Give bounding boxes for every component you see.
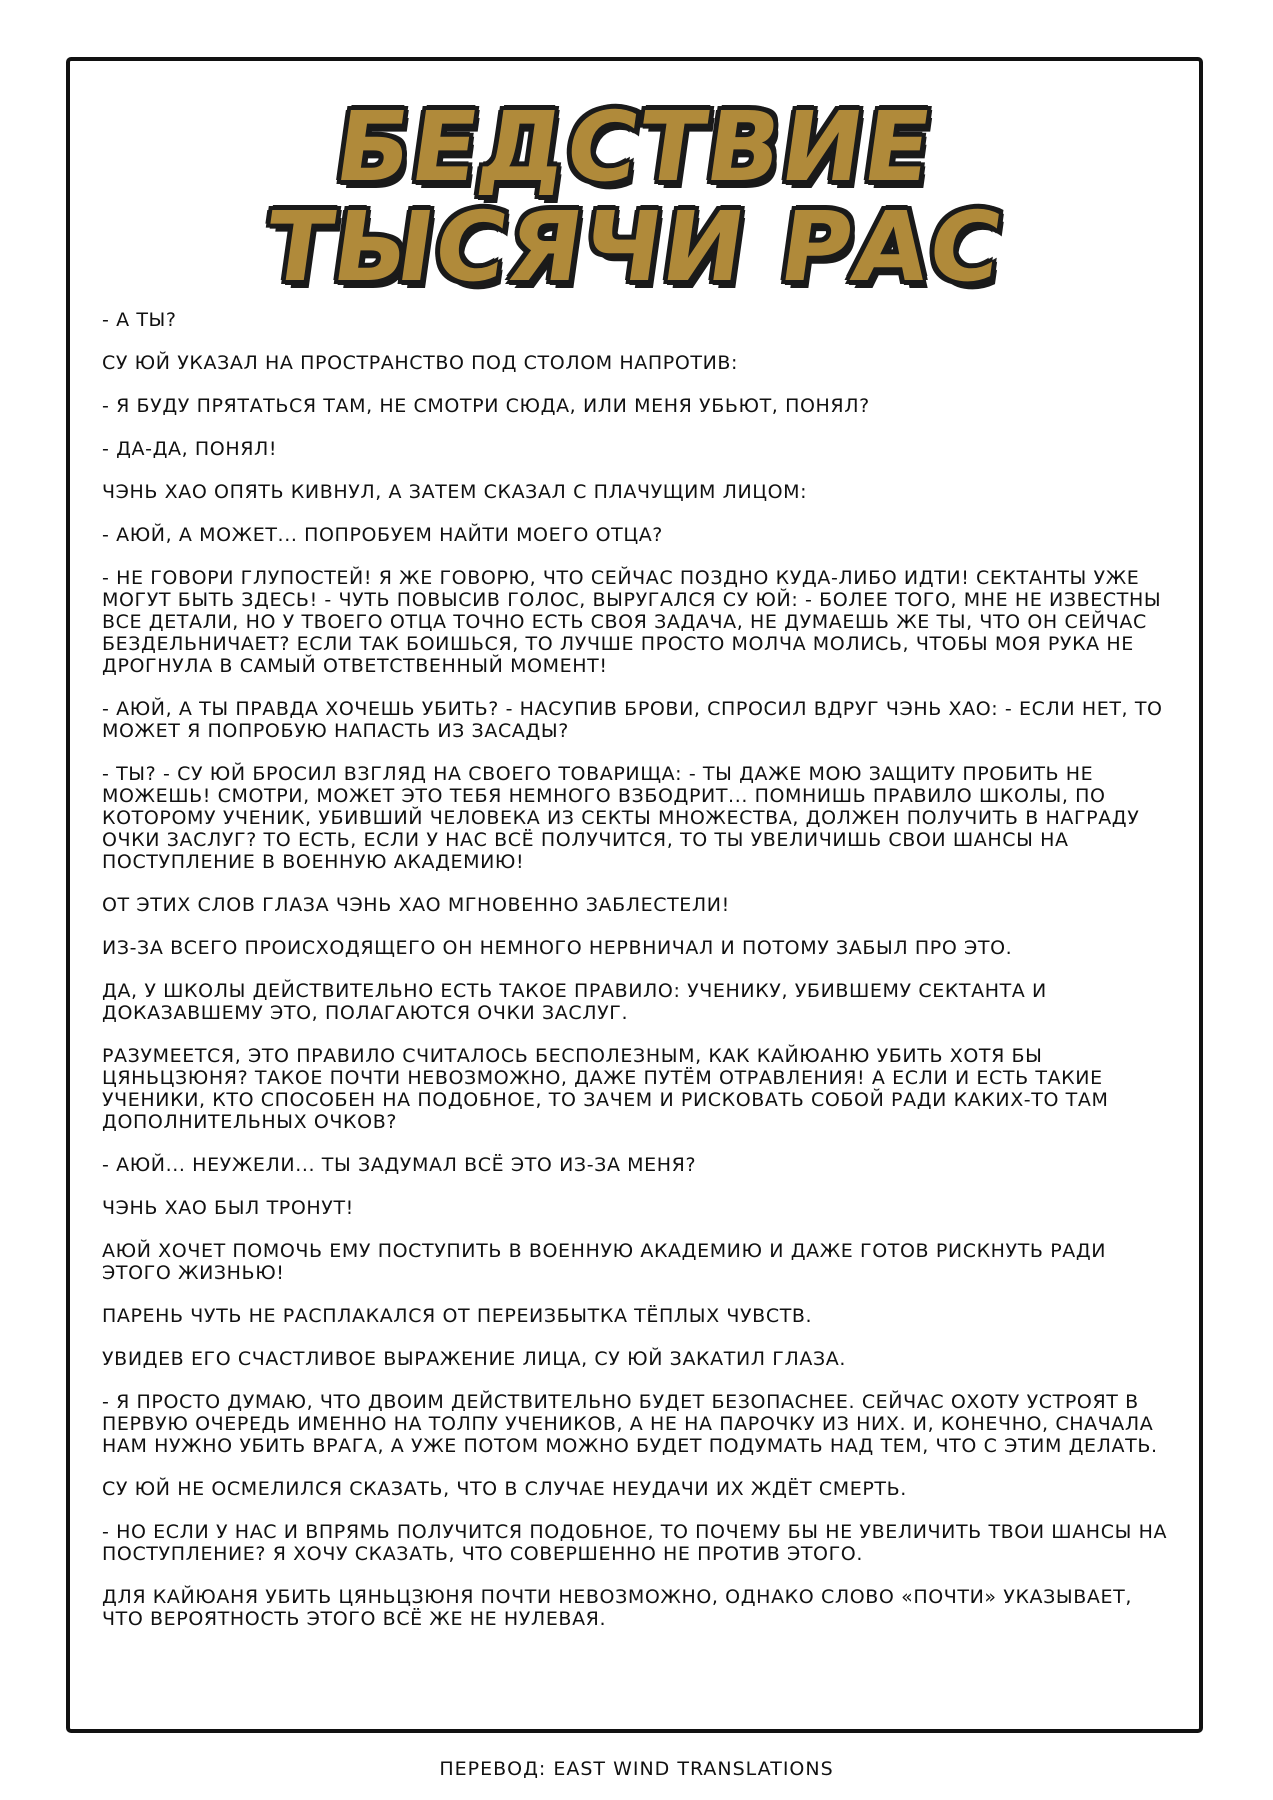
title-line-2: ТЫСЯЧИ РАС [258,191,1011,303]
paragraph: - Я БУДУ ПРЯТАТЬСЯ ТАМ, НЕ СМОТРИ СЮДА, ИЛИ МЕНЯ УБЬЮТ, ПОНЯЛ? [102,395,870,417]
paragraph: ДА, У ШКОЛЫ ДЕЙСТВИТЕЛЬНО ЕСТЬ ТАКОЕ ПРАВИЛО: УЧЕНИКУ, УБИВШЕМУ СЕКТАНТА И ДОКАЗАВШЕМУ ЭТО, ПОЛАГАЮТСЯ ОЧКИ ЗАСЛУГ. [102,980,1047,1024]
paragraph: ОТ ЭТИХ СЛОВ ГЛАЗА ЧЭНЬ ХАО МГНОВЕННО ЗАБЛЕСТЕЛИ! [102,894,730,916]
story-text [102,309,1172,1651]
page-frame [66,57,1203,1733]
paragraph: - Я ПРОСТО ДУМАЮ, ЧТО ДВОИМ ДЕЙСТВИТЕЛЬНО БУДЕТ БЕЗОПАСНЕЕ. СЕЙЧАС ОХОТУ УСТРОЯТ В ПЕРВУЮ ОЧЕРЕДЬ ИМЕННО НА ТОЛПУ УЧЕНИКОВ, А НЕ НА ПАРОЧКУ ИЗ НИХ. И, КОНЕЧНО, СНАЧАЛА НАМ НУЖНО УБИТЬ ВРАГА, А УЖЕ ПОТОМ МОЖНО БУДЕТ ПОДУМАТЬ НАД ТЕМ, ЧТО С ЭТИМ ДЕЛАТЬ. [102,1391,1158,1457]
paragraph: - НО ЕСЛИ У НАС И ВПРЯМЬ ПОЛУЧИТСЯ ПОДОБНОЕ, ТО ПОЧЕМУ БЫ НЕ УВЕЛИЧИТЬ ТВОИ ШАНСЫ НА ПОСТУПЛЕНИЕ? Я ХОЧУ СКАЗАТЬ, ЧТО СОВЕРШЕННО НЕ ПРОТИВ ЭТОГО. [102,1521,1168,1565]
paragraph: СУ ЮЙ УКАЗАЛ НА ПРОСТРАНСТВО ПОД СТОЛОМ НАПРОТИВ: [102,352,739,374]
paragraph: - ТЫ? - СУ ЮЙ БРОСИЛ ВЗГЛЯД НА СВОЕГО ТОВАРИЩА: - ТЫ ДАЖЕ МОЮ ЗАЩИТУ ПРОБИТЬ НЕ МОЖЕШЬ! СМОТРИ, МОЖЕТ ЭТО ТЕБЯ НЕМНОГО ВЗБОДРИТ... ПОМНИШЬ ПРАВИЛО ШКОЛЫ, ПО КОТОРОМУ УЧЕНИК, УБИВШИЙ ЧЕЛОВЕКА ИЗ СЕКТЫ МНОЖЕСТВА, ДОЛЖЕН ПОЛУЧИТЬ В НАГРАДУ ОЧКИ ЗАСЛУГ? ТО ЕСТЬ, ЕСЛИ У НАС ВСЁ ПОЛУЧИТСЯ, ТО ТЫ УВЕЛИЧИШЬ СВОИ ШАНСЫ НА ПОСТУПЛЕНИЕ В ВОЕННУЮ АКАДЕМИЮ! [102,763,1140,873]
paragraph: ИЗ-ЗА ВСЕГО ПРОИСХОДЯЩЕГО ОН НЕМНОГО НЕРВНИЧАЛ И ПОТОМУ ЗАБЫЛ ПРО ЭТО. [102,937,1013,959]
paragraph: - НЕ ГОВОРИ ГЛУПОСТЕЙ! Я ЖЕ ГОВОРЮ, ЧТО СЕЙЧАС ПОЗДНО КУДА-ЛИБО ИДТИ! СЕКТАНТЫ УЖЕ МОГУТ БЫТЬ ЗДЕСЬ! - ЧУТЬ ПОВЫСИВ ГОЛОС, ВЫРУГАЛСЯ СУ ЮЙ: - БОЛЕЕ ТОГО, МНЕ НЕ ИЗВЕСТНЫ ВСЕ ДЕТАЛИ, НО У ТВОЕГО ОТЦА ТОЧНО ЕСТЬ СВОЯ ЗАДАЧА, НЕ ДУМАЕШЬ ЖЕ ТЫ, ЧТО ОН СЕЙЧАС БЕЗДЕЛЬНИЧАЕТ? ЕСЛИ ТАК БОИШЬСЯ, ТО ЛУЧШЕ ПРОСТО МОЛЧА МОЛИСЬ, ЧТОБЫ МОЯ РУКА НЕ ДРОГНУЛА В САМЫЙ ОТВЕТСТВЕННЫЙ МОМЕНТ! [102,567,1162,677]
paragraph: - АЮЙ, А ТЫ ПРАВДА ХОЧЕШЬ УБИТЬ? - НАСУПИВ БРОВИ, СПРОСИЛ ВДРУГ ЧЭНЬ ХАО: - ЕСЛИ НЕТ, ТО МОЖЕТ Я ПОПРОБУЮ НАПАСТЬ ИЗ ЗАСАДЫ? [102,698,1163,742]
chapter-title [70,91,1199,303]
paragraph: ДЛЯ КАЙЮАНЯ УБИТЬ ЦЯНЬЦЗЮНЯ ПОЧТИ НЕВОЗМОЖНО, ОДНАКО СЛОВО «ПОЧТИ» УКАЗЫВАЕТ, ЧТО ВЕРОЯТНОСТЬ ЭТОГО ВСЁ ЖЕ НЕ НУЛЕВАЯ. [102,1586,1132,1630]
paragraph: АЮЙ ХОЧЕТ ПОМОЧЬ ЕМУ ПОСТУПИТЬ В ВОЕННУЮ АКАДЕМИЮ И ДАЖЕ ГОТОВ РИСКНУТЬ РАДИ ЭТОГО ЖИЗНЬЮ! [102,1240,1107,1284]
paragraph: ЧЭНЬ ХАО БЫЛ ТРОНУТ! [102,1197,354,1219]
paragraph: РАЗУМЕЕТСЯ, ЭТО ПРАВИЛО СЧИТАЛОСЬ БЕСПОЛЕЗНЫМ, КАК КАЙЮАНЮ УБИТЬ ХОТЯ БЫ ЦЯНЬЦЗЮНЯ? ТАКОЕ ПОЧТИ НЕВОЗМОЖНО, ДАЖЕ ПУТЁМ ОТРАВЛЕНИЯ! А ЕСЛИ И ЕСТЬ ТАКИЕ УЧЕНИКИ, КТО СПОСОБЕН НА ПОДОБНОЕ, ТО ЗАЧЕМ И РИСКОВАТЬ СОБОЙ РАДИ КАКИХ-ТО ТАМ ДОПОЛНИТЕЛЬНЫХ ОЧКОВ? [102,1045,1109,1133]
paragraph: - ДА-ДА, ПОНЯЛ! [102,438,278,460]
translation-credit: ПЕРЕВОД: EAST WIND TRANSLATIONS [439,1758,834,1780]
title-line-1: БЕДСТВИЕ [328,91,941,203]
paragraph: - А ТЫ? [102,309,177,331]
paragraph: - АЮЙ, А МОЖЕТ... ПОПРОБУЕМ НАЙТИ МОЕГО ОТЦА? [102,524,663,546]
paragraph: ЧЭНЬ ХАО ОПЯТЬ КИВНУЛ, А ЗАТЕМ СКАЗАЛ С ПЛАЧУЩИМ ЛИЦОМ: [102,481,808,503]
paragraph: УВИДЕВ ЕГО СЧАСТЛИВОЕ ВЫРАЖЕНИЕ ЛИЦА, СУ ЮЙ ЗАКАТИЛ ГЛАЗА. [102,1348,846,1370]
paragraph: ПАРЕНЬ ЧУТЬ НЕ РАСПЛАКАЛСЯ ОТ ПЕРЕИЗБЫТКА ТЁПЛЫХ ЧУВСТВ. [102,1305,813,1327]
paragraph: - АЮЙ... НЕУЖЕЛИ... ТЫ ЗАДУМАЛ ВСЁ ЭТО ИЗ-ЗА МЕНЯ? [102,1154,697,1176]
paragraph: СУ ЮЙ НЕ ОСМЕЛИЛСЯ СКАЗАТЬ, ЧТО В СЛУЧАЕ НЕУДАЧИ ИХ ЖДЁТ СМЕРТЬ. [102,1478,907,1500]
